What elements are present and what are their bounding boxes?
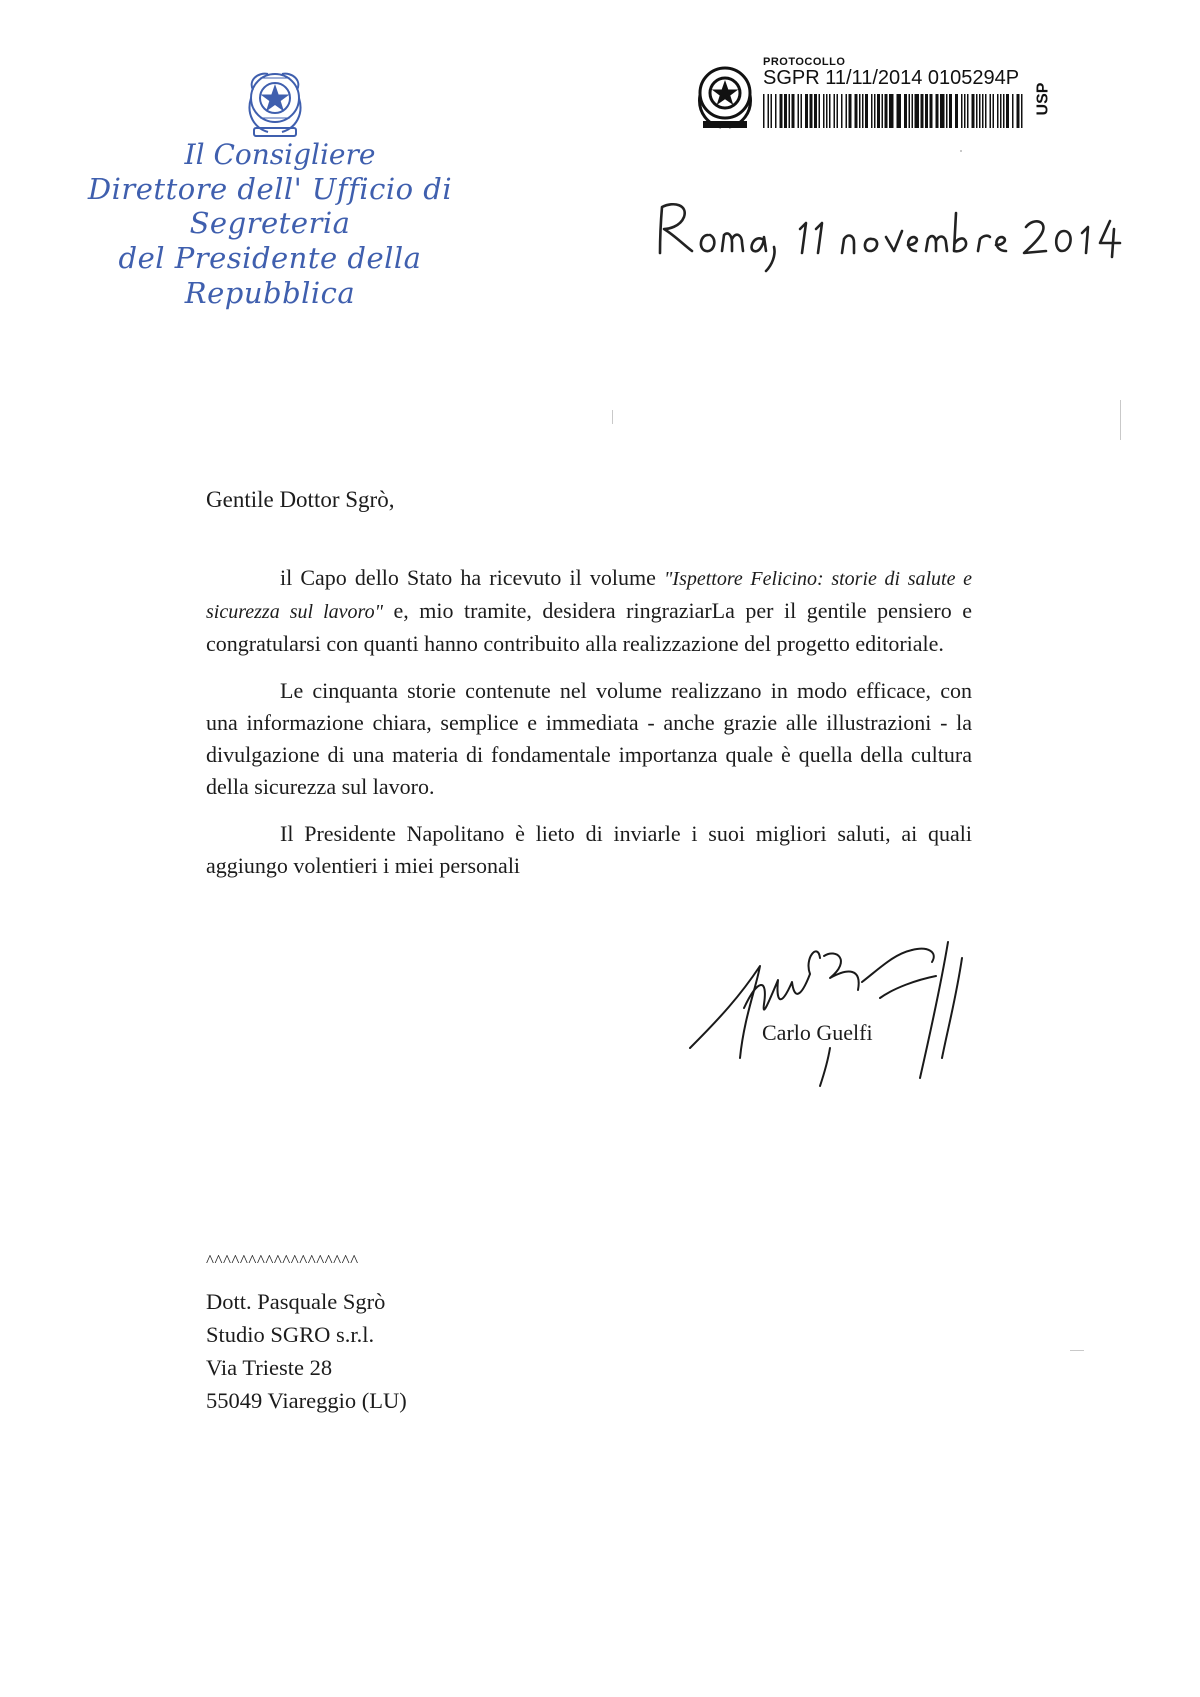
barcode-bar [780, 94, 783, 128]
scan-speck [1070, 1350, 1084, 1351]
barcode-bar [789, 94, 791, 128]
barcode-bar [814, 94, 817, 128]
barcode-bar [997, 94, 999, 128]
paragraph-3: Il Presidente Napolitano è lieto di inviarle i suoi migliori saluti, ai quali aggiungo volentieri i miei personali [206, 821, 972, 878]
barcode-bar [985, 94, 987, 128]
barcode-bar [882, 94, 884, 128]
barcode-bar [904, 94, 907, 128]
barcode-bar [837, 94, 839, 128]
scan-speck [960, 150, 962, 152]
recipient-street: Via Trieste 28 [206, 1355, 333, 1380]
separator-line: ^^^^^^^^^^^^^^^^^^ [206, 1251, 359, 1270]
barcode-bar [885, 94, 888, 128]
handwritten-signature-icon [680, 938, 1020, 1088]
barcode-bar [874, 94, 876, 128]
signer-name: Carlo Guelfi [762, 1020, 873, 1045]
barcode-bar [834, 94, 836, 128]
barcode-bar [889, 94, 894, 128]
italian-republic-emblem-icon [240, 64, 310, 140]
barcode-bar [1000, 94, 1002, 128]
scan-speck [1120, 400, 1121, 440]
protocol-code: SGPR 11/11/2014 0105294P [763, 67, 1020, 89]
barcode-bar [784, 94, 787, 128]
barcode-bar [819, 94, 821, 128]
scan-speck [612, 410, 613, 424]
barcode-bar [792, 94, 795, 128]
barcode-bar [826, 94, 828, 128]
barcode-bar [801, 94, 803, 128]
protocol-label: PROTOCOLLO [763, 56, 846, 68]
recipient-address [206, 1285, 407, 1417]
barcode-bar [921, 94, 924, 128]
recipient-name: Dott. Pasquale Sgrò [206, 1289, 386, 1314]
barcode-bar [972, 94, 975, 128]
paragraph-2: Le cinquanta storie contenute nel volume realizzano in modo efficace, con una informazione chiara, semplice e immediata - anche grazie alle illustrazioni - la divulgazione di una materia di fondamentale importanza quale è quella della cultura della sicurezza sul lavoro. [206, 678, 972, 799]
barcode-bar [946, 94, 948, 128]
barcode-bar [909, 94, 911, 128]
protocol-side-code: USP [1034, 82, 1052, 116]
republic-seal-icon [693, 59, 757, 131]
barcode-bar [940, 94, 945, 128]
letterhead-title: Il Consigliere [184, 138, 376, 171]
barcode-bar [771, 94, 773, 128]
barcode-bar [1006, 94, 1009, 128]
barcode-bar [990, 94, 992, 128]
barcode-bar [925, 94, 928, 128]
barcode-bar [877, 94, 880, 128]
barcode-bar [865, 94, 868, 128]
barcode-bar [982, 94, 984, 128]
salutation: Gentile Dottor Sgrò, [206, 487, 395, 512]
barcode-bar [1017, 94, 1020, 128]
handwritten-date [650, 195, 1130, 280]
recipient-company: Studio SGRO s.r.l. [206, 1322, 375, 1347]
letterhead [50, 138, 490, 311]
barcode-bar [979, 94, 981, 128]
paragraph-1 [206, 562, 972, 660]
barcode-bar [912, 94, 914, 128]
barcode-bar [936, 94, 939, 128]
recipient-city: 55049 Viareggio (LU) [206, 1388, 407, 1413]
barcode-bar [871, 94, 873, 128]
barcode-bar [930, 94, 933, 128]
protocol-barcode [763, 94, 1025, 128]
barcode-bar [955, 94, 958, 128]
barcode-bar [798, 94, 800, 128]
barcode-bar [949, 94, 952, 128]
letterhead-office: Direttore dell' Ufficio di Segreteria [87, 171, 453, 241]
barcode-bar [810, 94, 813, 128]
letterhead-institution: del Presidente della Repubblica [118, 241, 422, 310]
book-title: "Ispettore Felicino: storie di salute e sicurezza sul lavoro" [206, 568, 972, 623]
barcode-bar [805, 94, 808, 128]
barcode-bar [849, 94, 852, 128]
barcode-bar [897, 94, 902, 128]
barcode-bar [1003, 94, 1005, 128]
protocol-stamp [693, 54, 1063, 140]
barcode-bar [763, 94, 765, 128]
barcode-bar [855, 94, 858, 128]
barcode-bar [841, 94, 843, 128]
barcode-bar [862, 94, 864, 128]
barcode-bar [967, 94, 969, 128]
barcode-bar [775, 94, 777, 128]
barcode-bar [964, 94, 966, 128]
paragraph-1-start: il Capo dello Stato ha ricevuto il volume [280, 565, 665, 590]
paragraph-1-end: e, mio tramite, desidera ringraziarLa per il gentile pensiero e congratularsi con quanti hanno contribuito alla realizzazione del progetto editoriale. [206, 598, 972, 656]
barcode-bar [1021, 94, 1023, 128]
barcode-bar [859, 94, 861, 128]
barcode-bar [976, 94, 978, 128]
barcode-bar [993, 94, 995, 128]
letter-body [206, 562, 972, 897]
barcode-bar [846, 94, 848, 128]
barcode-bar [961, 94, 963, 128]
barcode-bar [823, 94, 825, 128]
barcode-bar [915, 94, 920, 128]
barcode-bar [1012, 94, 1014, 128]
barcode-bar [829, 94, 831, 128]
barcode-bar [768, 94, 770, 128]
